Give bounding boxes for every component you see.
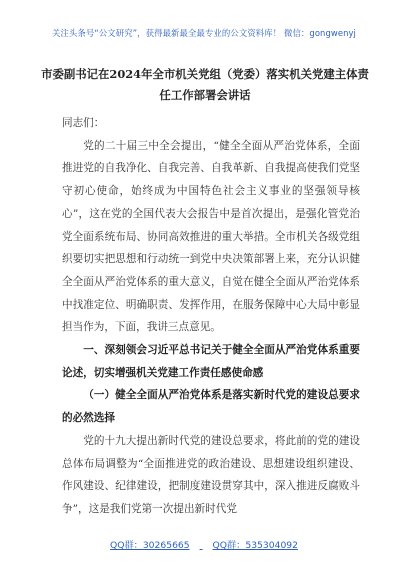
section-heading: 一、深刻领会习近平总书记关于健全全面从严治党体系重要论述，切实增强机关党建工作责任感使命感 [62, 344, 360, 379]
promo-banner: 关注头条号“公文研究”，获得最新最全最专业的公文资料库！ 微信：gongwenyj [52, 28, 356, 38]
footer-contact [0, 537, 408, 551]
qq-group-1[interactable]: QQ群：30265665 [110, 540, 190, 551]
paragraph-body: 党的十九大提出新时代党的建设总要求，将此前的党的建设总体布局调整为“全面推进党的政治建设、思想建设组织建设、作风建设、纪律建设，把制度建设贯穿其中，深入推进反腐败斗争”，这是我们党第一次提出新时代党 [62, 434, 360, 515]
document-title: 市委副书记在2024年全市机关党组（党委）落实机关党建主体责任工作部署会讲话 [41, 67, 369, 102]
qq-group-2[interactable]: QQ群：535304092 [212, 540, 298, 551]
subsection-heading: （一）健全全面从严治党体系是落实新时代党的建设总要求的必然选择 [62, 389, 360, 425]
document-body [62, 112, 360, 521]
greeting: 同志们： [62, 117, 105, 129]
paragraph-intro: 党的二十届三中全会提出，“健全全面从严治党体系，全面推进党的自我净化、自我完善、自我革新、自我提高使我们党坚守初心使命，始终成为中国特色社会主义事业的坚强领导核心”，这在党的全国代表大会报告中是首次提出，是强化管党治党全面系统布局、协同高效推进的重大举措。全市机关各级党组织要切实把思想和行动统一到党中央决策部署上来，充分认识健全全面从严治党体系的重大意义，自觉在健全全面从严治党体系中找准定位、明确职责、发挥作用，在服务保障中心大局中彰显担当作为，下面，我讲三点意见。 [62, 139, 360, 334]
